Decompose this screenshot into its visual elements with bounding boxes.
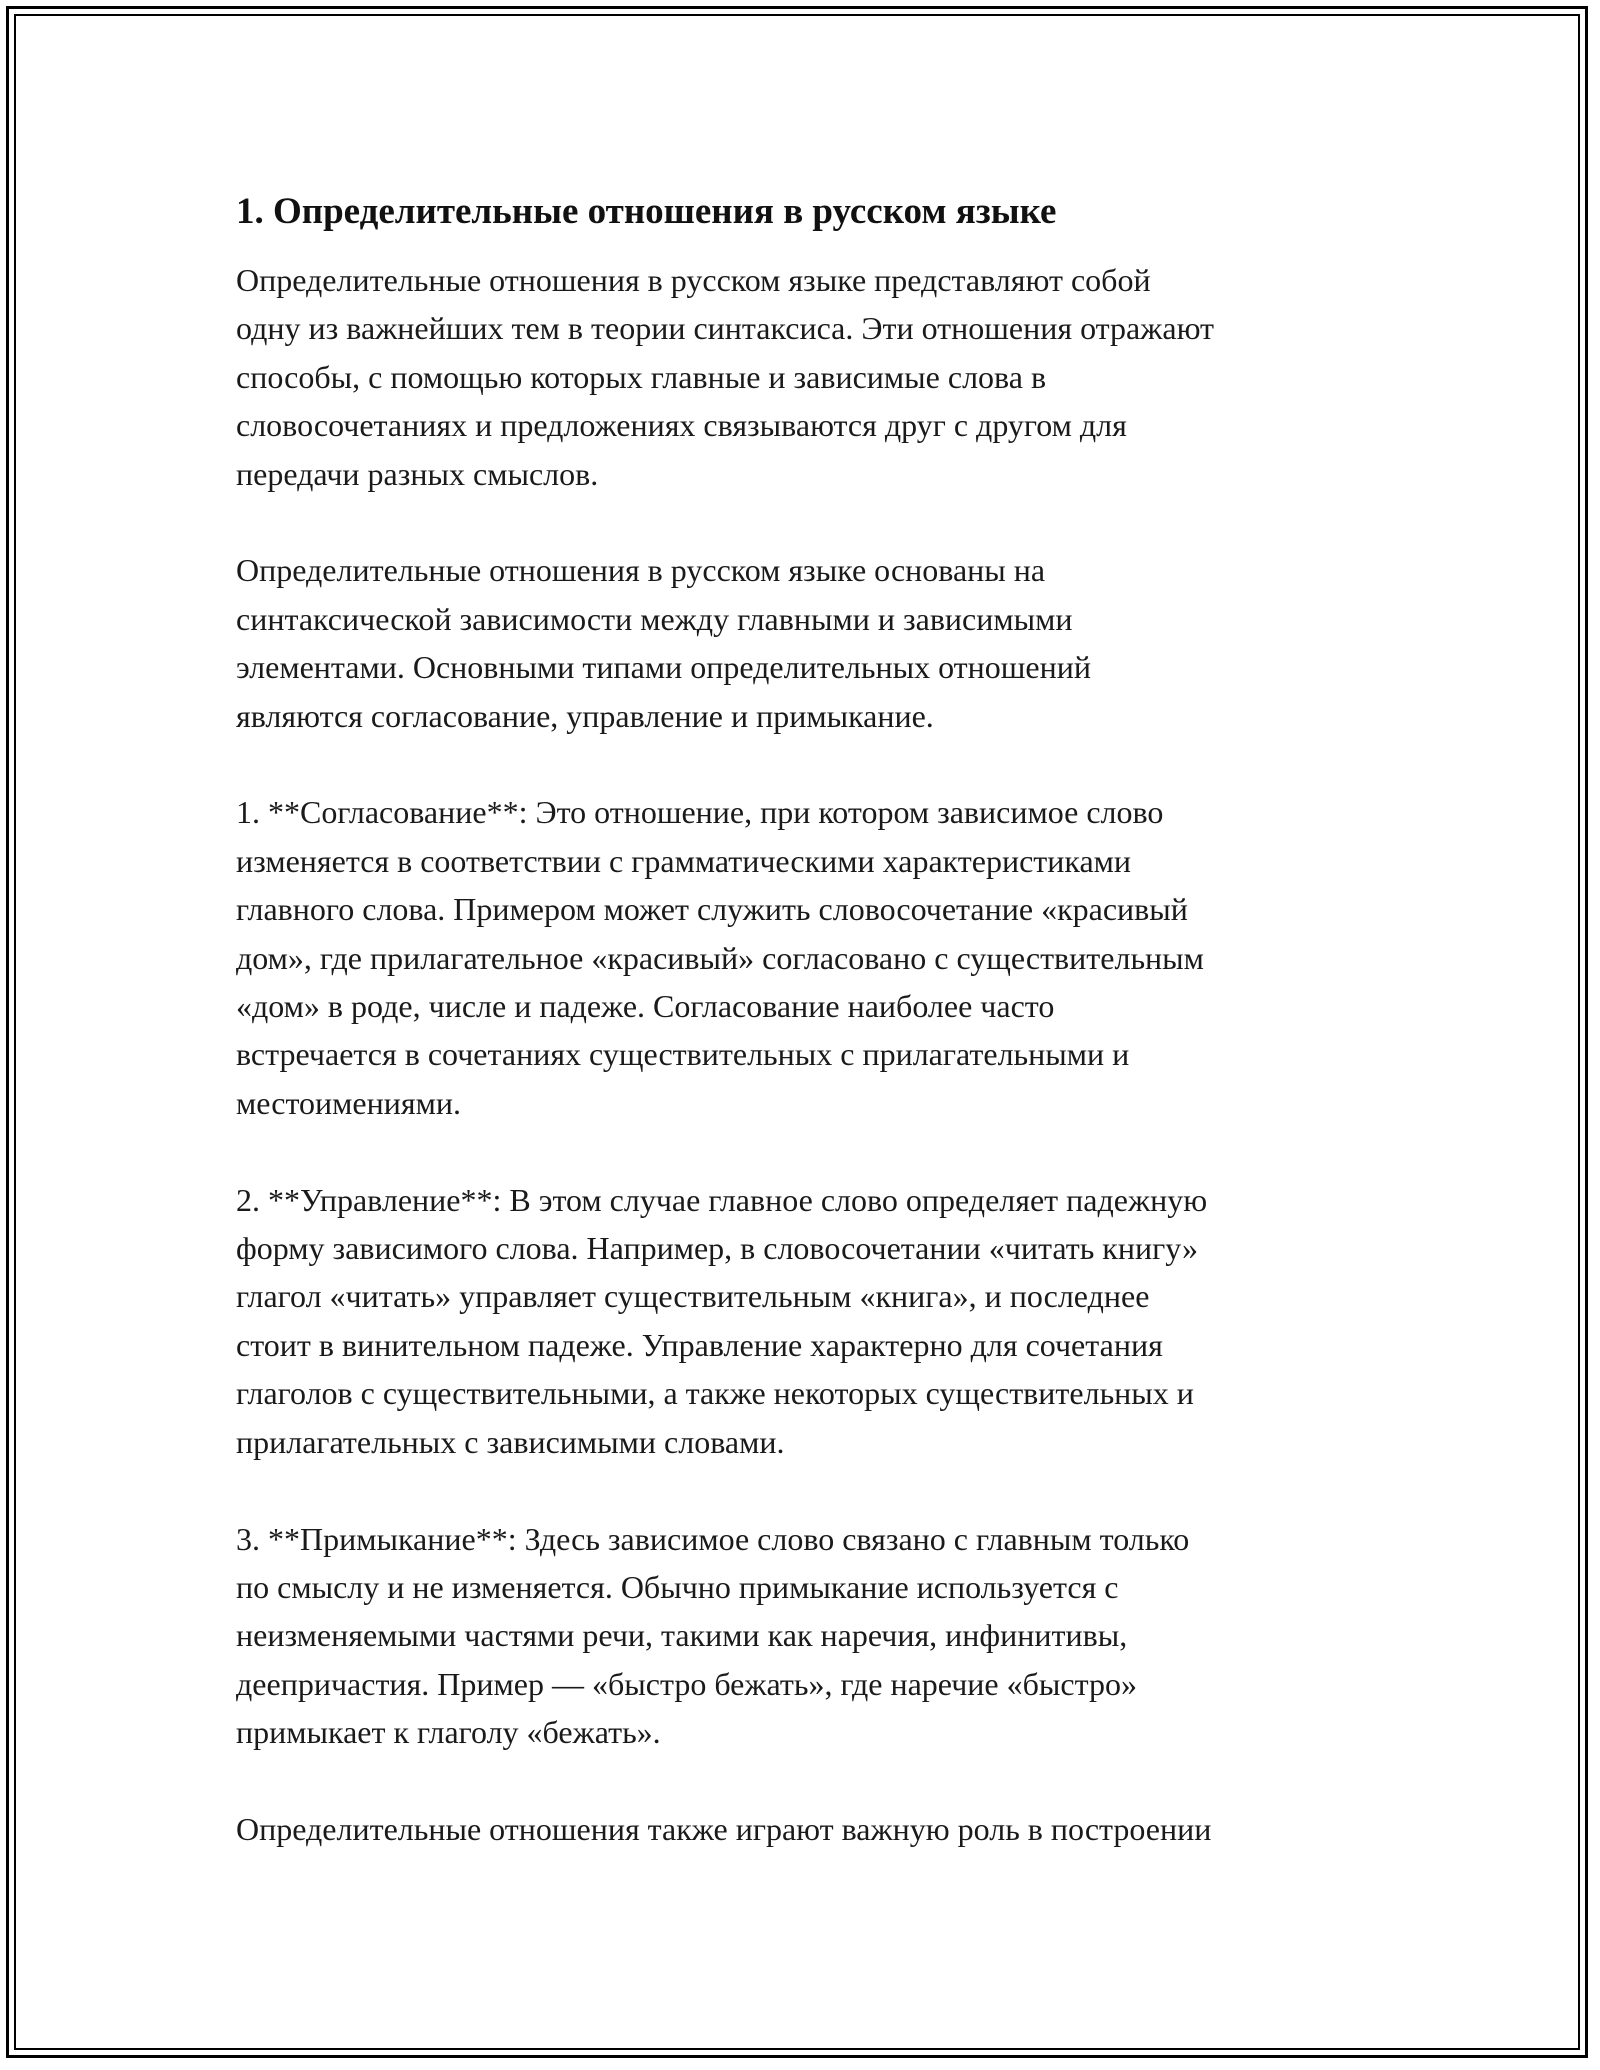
text-line: местоимениями. <box>236 1084 461 1121</box>
text-line: встречается в сочетаниях существительных с прилагательными и <box>236 1036 1130 1073</box>
text-line: примыкает к глаголу «бежать». <box>236 1714 661 1751</box>
paragraph-intro <box>236 256 1366 498</box>
paragraph-adjunction <box>236 1515 1366 1757</box>
text-line: Определительные отношения в русском языке основаны на <box>236 552 1046 589</box>
text-line: глагол «читать» управляет существительным «книга», и последнее <box>236 1278 1150 1315</box>
text-line: изменяется в соответствии с грамматическими характеристиками <box>236 842 1132 879</box>
text-line: по смыслу и не изменяется. Обычно примыкание используется с <box>236 1568 1119 1605</box>
paragraph-agreement <box>236 788 1366 1127</box>
paragraph-types <box>236 546 1366 740</box>
text-line: словосочетаниях и предложениях связываются друг с другом для <box>236 407 1127 444</box>
section-heading: 1. Определительные отношения в русском языке <box>236 191 1057 232</box>
paragraph-conclusion <box>236 1805 1366 1853</box>
text-line: Определительные отношения также играют важную роль в построении <box>236 1810 1212 1847</box>
text-line: одну из важнейших тем в теории синтаксиса. Эти отношения отражают <box>236 310 1215 347</box>
text-line: Определительные отношения в русском языке представляют собой <box>236 262 1151 298</box>
document-body <box>236 188 1366 1902</box>
text-line: стоит в винительном падеже. Управление характерно для сочетания <box>236 1326 1163 1363</box>
text-line: прилагательных с зависимыми словами. <box>236 1423 785 1460</box>
text-line: передачи разных смыслов. <box>236 455 599 492</box>
text-line: способы, с помощью которых главные и зависимые слова в <box>236 358 1047 395</box>
text-line: 1. **Согласование**: Это отношение, при котором зависимое слово <box>236 794 1164 831</box>
text-line: «дом» в роде, числе и падеже. Согласование наиболее часто <box>236 988 1055 1025</box>
paragraph-government <box>236 1176 1366 1466</box>
text-line: глаголов с существительными, а также некоторых существительных и <box>236 1375 1194 1412</box>
text-line: дом», где прилагательное «красивый» согласовано с существительным <box>236 939 1204 976</box>
text-line: синтаксической зависимости между главными и зависимыми <box>236 600 1073 637</box>
text-line: неизменяемыми частями речи, такими как наречия, инфинитивы, <box>236 1617 1128 1654</box>
text-line: деепричастия. Пример — «быстро бежать», где наречие «быстро» <box>236 1665 1137 1702</box>
text-line: являются согласование, управление и примыкание. <box>236 697 934 734</box>
text-line: форму зависимого слова. Например, в словосочетании «читать книгу» <box>236 1230 1198 1267</box>
text-line: главного слова. Примером может служить словосочетание «красивый <box>236 891 1188 928</box>
text-line: 2. **Управление**: В этом случае главное слово определяет падежную <box>236 1181 1208 1218</box>
text-line: 3. **Примыкание**: Здесь зависимое слово связано с главным только <box>236 1520 1190 1557</box>
text-line: элементами. Основными типами определительных отношений <box>236 649 1091 686</box>
